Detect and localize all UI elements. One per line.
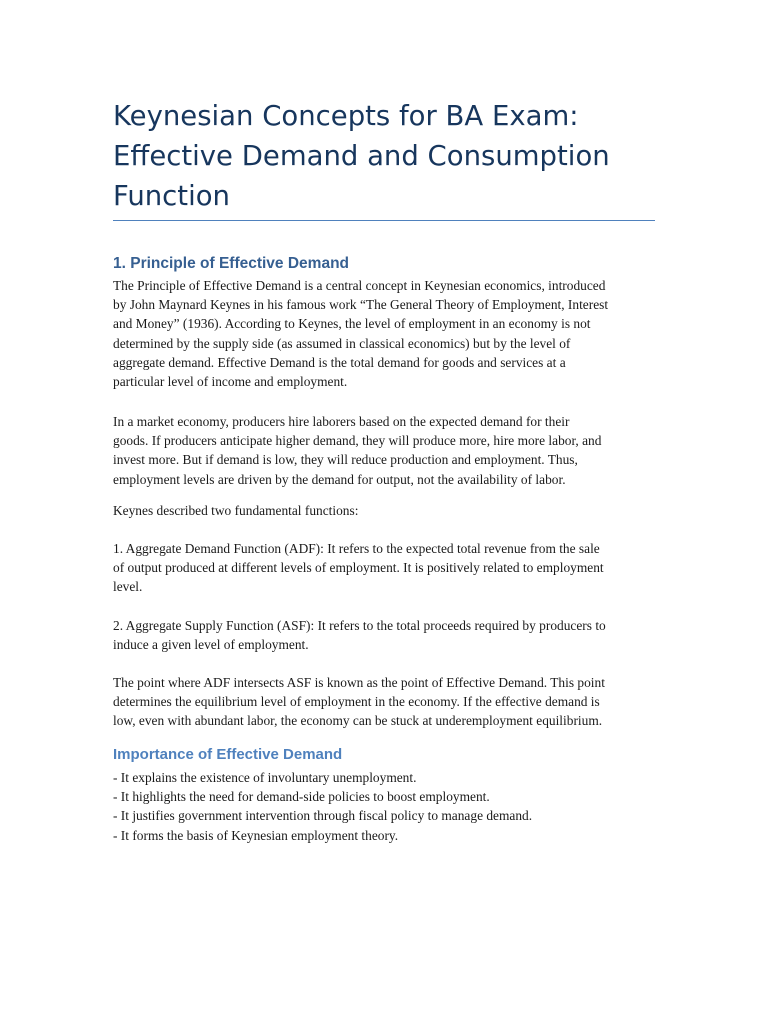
text-line: The Principle of Effective Demand is a central concept in Keynesian economics, introduced [113, 278, 606, 293]
section-heading-principle: 1. Principle of Effective Demand [113, 255, 350, 272]
text-line: low, even with abundant labor, the economy can be stuck at underemployment equilibrium. [113, 713, 603, 729]
list-item: - It highlights the need for demand-side policies to boost employment. [113, 789, 490, 805]
document-title [113, 96, 655, 216]
title-line: Keynesian Concepts for BA Exam: [113, 100, 579, 132]
text-line: level. [113, 579, 143, 595]
list-item: - It justifies government intervention through fiscal policy to manage demand. [113, 808, 533, 824]
importance-list [113, 768, 658, 845]
text-line: particular level of income and employment. [113, 374, 348, 390]
title-line: Effective Demand and Consumption [113, 140, 610, 172]
title-line: Function [113, 180, 230, 212]
list-item: - It forms the basis of Keynesian employment theory. [113, 827, 399, 843]
paragraph-adf [113, 539, 658, 597]
text-line: 1. Aggregate Demand Function (ADF): It refers to the expected total revenue from the sale [113, 541, 600, 556]
text-line: 2. Aggregate Supply Function (ASF): It refers to the total proceeds required by producers to [113, 618, 606, 633]
list-item: - It explains the existence of involuntary unemployment. [113, 770, 417, 785]
text-line: aggregate demand. Effective Demand is the total demand for goods and services at a [113, 354, 566, 370]
paragraph-two-functions [113, 501, 658, 520]
text-line: employment levels are driven by the demand for output, not the availability of labor. [113, 471, 566, 487]
text-line: and Money” (1936). According to Keynes, the level of employment in an economy is not [113, 316, 591, 332]
title-divider [113, 220, 655, 221]
text-line: induce a given level of employment. [113, 637, 309, 653]
paragraph-intersection [113, 673, 658, 731]
text-line: of output produced at different levels of employment. It is positively related to employment [113, 560, 604, 576]
document-page [113, 96, 655, 843]
text-line: Keynes described two fundamental functions: [113, 503, 359, 518]
text-line: The point where ADF intersects ASF is known as the point of Effective Demand. This point [113, 675, 605, 690]
text-line: In a market economy, producers hire laborers based on the expected demand for their [113, 414, 570, 429]
paragraph-intro [113, 276, 658, 391]
text-line: goods. If producers anticipate higher demand, they will produce more, hire more labor, and [113, 433, 602, 449]
text-line: determined by the supply side (as assumed in classical economics) but by the level of [113, 335, 571, 351]
text-line: determines the equilibrium level of employment in the economy. If the effective demand is [113, 694, 600, 710]
paragraph-asf [113, 616, 658, 654]
text-line: invest more. But if demand is low, they will reduce production and employment. Thus, [113, 452, 578, 468]
text-line: by John Maynard Keynes in his famous work “The General Theory of Employment, Interest [113, 297, 609, 313]
paragraph-market-economy [113, 412, 658, 489]
section-heading-importance: Importance of Effective Demand [113, 746, 343, 763]
